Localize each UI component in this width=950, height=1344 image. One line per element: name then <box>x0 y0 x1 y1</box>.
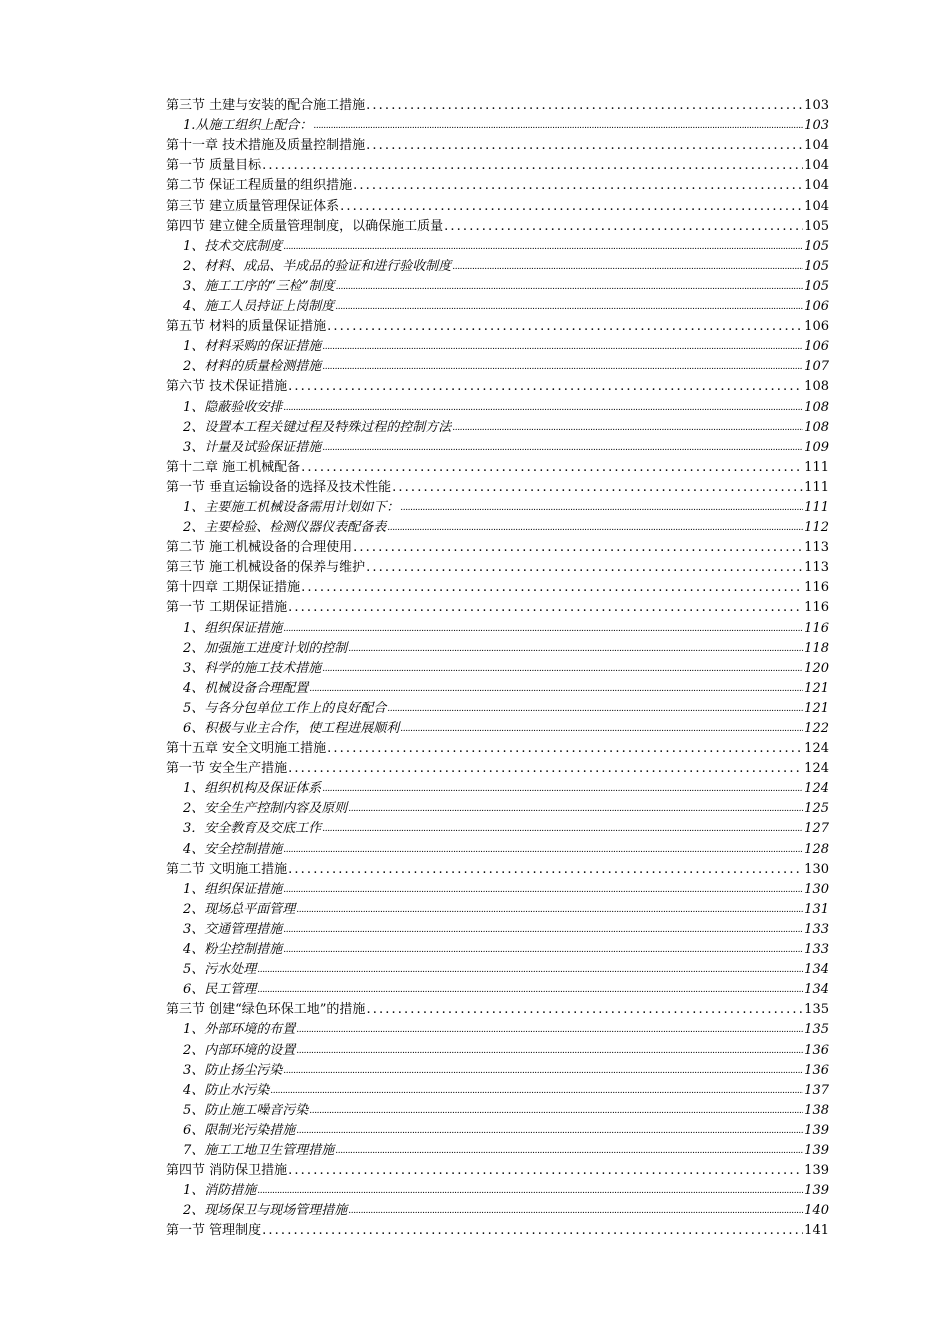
toc-entry-page-number: 121 <box>804 700 829 716</box>
dot-leader <box>348 798 803 819</box>
toc-entry-title: 第一节 垂直运输设备的选择及技术性能 <box>166 479 392 495</box>
table-of-contents <box>166 96 829 1241</box>
toc-entry-title: 第二节 施工机械设备的合理使用 <box>166 540 353 556</box>
toc-entry-title: 2、设置本工程关键过程及特殊过程的控制方法 <box>183 419 452 435</box>
toc-subentry[interactable] <box>166 1040 829 1060</box>
toc-entry-page-number: 133 <box>804 921 829 937</box>
toc-entry-title: 第三节 施工机械设备的保养与维护 <box>166 560 366 576</box>
toc-entry-title: 2、材料的质量检测措施 <box>183 359 322 375</box>
toc-entry-page-number: 105 <box>804 238 829 254</box>
dot-leader <box>327 739 803 759</box>
dot-leader <box>301 578 803 598</box>
toc-subentry[interactable] <box>166 1201 829 1221</box>
toc-entry-title: 1、消防措施 <box>183 1183 257 1199</box>
toc-entry-page-number: 109 <box>804 439 829 455</box>
toc-entry-title: 第一节 安全生产措施 <box>166 761 288 777</box>
toc-entry-page-number: 124 <box>804 761 829 777</box>
toc-entry-page-number: 120 <box>804 660 829 676</box>
toc-entry-page-number: 113 <box>804 540 829 556</box>
dot-leader <box>348 638 803 659</box>
toc-subentry[interactable] <box>166 980 829 1000</box>
toc-entry-title: 第四节 建立健全质量管理制度，以确保施工质量 <box>166 218 444 234</box>
toc-entry[interactable] <box>166 1221 829 1241</box>
toc-subentry[interactable] <box>166 1081 829 1101</box>
dot-leader <box>309 678 803 699</box>
dot-leader <box>400 718 803 739</box>
toc-entry-title: 1、外部环境的布置 <box>183 1022 296 1038</box>
dot-leader <box>283 236 803 257</box>
dot-leader <box>322 336 803 357</box>
toc-entry-title: 2、安全生产控制内容及原则 <box>183 801 348 817</box>
toc-subentry[interactable] <box>166 1101 829 1121</box>
dot-leader <box>283 1060 803 1081</box>
toc-entry-page-number: 108 <box>804 379 829 395</box>
toc-entry-title: 第三节 创建“绿色环保工地”的措施 <box>166 1002 366 1018</box>
dot-leader <box>288 598 803 618</box>
toc-entry-page-number: 124 <box>804 781 829 797</box>
toc-subentry[interactable] <box>166 1141 829 1161</box>
dot-leader <box>283 879 803 900</box>
dot-leader <box>257 1180 803 1201</box>
toc-entry-title: 3、科学的施工技术措施 <box>183 660 322 676</box>
toc-entry-title: 1、组织保证措施 <box>183 881 283 897</box>
toc-entry[interactable] <box>166 860 829 880</box>
toc-subentry[interactable] <box>166 397 829 417</box>
toc-entry-title: 2、内部环境的设置 <box>183 1042 296 1058</box>
toc-subentry[interactable] <box>166 618 829 638</box>
toc-subentry[interactable] <box>166 920 829 940</box>
dot-leader <box>452 256 803 277</box>
toc-entry-page-number: 104 <box>804 178 829 194</box>
toc-entry[interactable] <box>166 598 829 618</box>
dot-leader <box>392 478 803 498</box>
toc-entry-page-number: 131 <box>804 901 829 917</box>
toc-subentry[interactable] <box>166 719 829 739</box>
toc-entry-title: 1.从施工组织上配合： <box>183 118 313 134</box>
toc-subentry[interactable] <box>166 518 829 538</box>
toc-entry-title: 4、施工人员持证上岗制度 <box>183 299 335 315</box>
dot-leader <box>366 558 803 578</box>
dot-leader <box>340 197 803 217</box>
toc-entry-page-number: 139 <box>804 1183 829 1199</box>
toc-subentry[interactable] <box>166 257 829 277</box>
toc-entry-title: 2、现场保卫与现场管理措施 <box>183 1203 348 1219</box>
dot-leader <box>257 979 803 1000</box>
toc-entry-page-number: 128 <box>804 841 829 857</box>
toc-entry-title: 1、组织保证措施 <box>183 620 283 636</box>
toc-entry[interactable] <box>166 458 829 478</box>
toc-entry[interactable] <box>166 377 829 397</box>
toc-entry-page-number: 135 <box>804 1002 829 1018</box>
toc-entry[interactable] <box>166 478 829 498</box>
toc-entry-page-number: 116 <box>804 620 829 636</box>
dot-leader <box>322 658 803 679</box>
toc-entry-page-number: 127 <box>804 821 829 837</box>
toc-entry-title: 第二节 文明施工措施 <box>166 861 288 877</box>
toc-entry-page-number: 138 <box>804 1102 829 1118</box>
toc-entry-title: 7、施工工地卫生管理措施 <box>183 1142 335 1158</box>
toc-entry-page-number: 105 <box>804 218 829 234</box>
toc-subentry[interactable] <box>166 1181 829 1201</box>
toc-entry-title: 第五节 材料的质量保证措施 <box>166 319 327 335</box>
dot-leader <box>366 96 803 116</box>
toc-entry-page-number: 105 <box>804 278 829 294</box>
dot-leader <box>322 437 803 458</box>
toc-entry-title: 第三节 建立质量管理保证体系 <box>166 198 340 214</box>
toc-subentry[interactable] <box>166 1121 829 1141</box>
dot-leader <box>366 136 803 156</box>
toc-entry[interactable] <box>166 578 829 598</box>
toc-entry[interactable] <box>166 317 829 337</box>
toc-entry-page-number: 113 <box>804 560 829 576</box>
toc-entry-title: 第三节 土建与安装的配合施工措施 <box>166 98 366 114</box>
toc-entry-page-number: 108 <box>804 419 829 435</box>
toc-subentry[interactable] <box>166 297 829 317</box>
toc-entry-page-number: 122 <box>804 721 829 736</box>
toc-entry-page-number: 130 <box>804 861 829 877</box>
toc-subentry[interactable] <box>166 779 829 799</box>
toc-subentry[interactable] <box>166 498 829 518</box>
dot-leader <box>313 115 803 136</box>
toc-entry-title: 3、防止扬尘污染 <box>183 1062 283 1078</box>
toc-subentry[interactable] <box>166 819 829 839</box>
dot-leader <box>335 296 803 317</box>
toc-entry-page-number: 136 <box>804 1062 829 1078</box>
dot-leader <box>322 818 803 839</box>
toc-entry-title: 6、民工管理 <box>183 982 257 998</box>
toc-entry-page-number: 125 <box>804 801 829 817</box>
dot-leader <box>262 156 803 176</box>
toc-entry-title: 5、与各分包单位工作上的良好配合 <box>183 700 387 716</box>
toc-entry-page-number: 139 <box>804 1142 829 1158</box>
toc-entry-page-number: 124 <box>804 741 829 757</box>
toc-subentry[interactable] <box>166 839 829 859</box>
toc-entry[interactable] <box>166 558 829 578</box>
toc-entry-page-number: 111 <box>804 479 829 495</box>
toc-subentry[interactable] <box>166 1061 829 1081</box>
dot-leader <box>327 317 803 337</box>
toc-entry-title: 第十二章 施工机械配备 <box>166 459 301 475</box>
dot-leader <box>288 377 803 397</box>
toc-entry-title: 4、防止水污染 <box>183 1082 270 1098</box>
toc-entry[interactable] <box>166 156 829 176</box>
toc-entry[interactable] <box>166 1000 829 1020</box>
toc-subentry[interactable] <box>166 418 829 438</box>
toc-entry[interactable] <box>166 1161 829 1181</box>
toc-entry-title: 第十一章 技术措施及质量控制措施 <box>166 138 366 154</box>
toc-entry-page-number: 134 <box>804 962 829 978</box>
toc-entry[interactable] <box>166 96 829 116</box>
toc-entry-page-number: 116 <box>804 580 829 596</box>
toc-entry-page-number: 106 <box>804 339 829 355</box>
toc-entry-page-number: 104 <box>804 138 829 154</box>
toc-entry-page-number: 139 <box>804 1163 829 1179</box>
toc-entry-title: 5、防止施工噪音污染 <box>183 1102 309 1118</box>
dot-leader <box>400 497 803 518</box>
dot-leader <box>348 1200 803 1221</box>
toc-entry-page-number: 108 <box>804 399 829 415</box>
toc-entry[interactable] <box>166 739 829 759</box>
dot-leader <box>387 698 803 719</box>
toc-subentry[interactable] <box>166 940 829 960</box>
toc-entry-page-number: 140 <box>804 1203 829 1219</box>
toc-entry-page-number: 107 <box>804 359 829 375</box>
dot-leader <box>387 517 803 538</box>
toc-entry-title: 3、施工工序的“三检”制度 <box>183 278 335 294</box>
dot-leader <box>283 397 803 418</box>
toc-entry-page-number: 106 <box>804 299 829 315</box>
dot-leader <box>270 1080 803 1101</box>
toc-entry-page-number: 139 <box>804 1122 829 1138</box>
dot-leader <box>301 458 803 478</box>
toc-entry-page-number: 141 <box>804 1223 829 1239</box>
dot-leader <box>336 276 804 297</box>
toc-entry-title: 第六节 技术保证措施 <box>166 379 288 395</box>
toc-subentry[interactable] <box>166 699 829 719</box>
toc-entry-page-number: 134 <box>804 982 829 998</box>
toc-entry-title: 第一节 工期保证措施 <box>166 600 288 616</box>
toc-entry-page-number: 105 <box>804 258 829 274</box>
toc-entry-page-number: 111 <box>804 499 829 515</box>
toc-entry-page-number: 106 <box>804 319 829 335</box>
dot-leader <box>296 899 803 920</box>
toc-entry-page-number: 118 <box>804 640 829 656</box>
toc-entry-page-number: 137 <box>804 1082 829 1098</box>
toc-entry-title: 1、隐蔽验收安排 <box>183 399 283 415</box>
toc-entry-page-number: 112 <box>804 520 829 536</box>
toc-subentry[interactable] <box>166 900 829 920</box>
toc-entry-title: 4、机械设备合理配置 <box>183 680 309 696</box>
dot-leader <box>353 538 803 558</box>
toc-subentry[interactable] <box>166 337 829 357</box>
toc-entry-title: 2、加强施工进度计划的控制 <box>183 640 348 656</box>
dot-leader <box>283 839 803 860</box>
toc-entry-title: 3．安全教育及交底工作 <box>183 821 322 837</box>
toc-subentry[interactable] <box>166 960 829 980</box>
toc-subentry[interactable] <box>166 679 829 699</box>
toc-entry-title: 4、粉尘控制措施 <box>183 942 283 958</box>
toc-subentry[interactable] <box>166 116 829 136</box>
toc-entry-title: 3、交通管理措施 <box>183 921 283 937</box>
toc-entry[interactable] <box>166 176 829 196</box>
toc-subentry[interactable] <box>166 277 829 297</box>
dot-leader <box>288 860 803 880</box>
toc-entry-title: 6、积极与业主合作，使工程进展顺利 <box>183 721 400 736</box>
toc-entry-title: 第十五章 安全文明施工措施 <box>166 741 327 757</box>
dot-leader <box>322 778 803 799</box>
toc-entry-page-number: 116 <box>804 600 829 616</box>
toc-entry-page-number: 104 <box>804 158 829 174</box>
toc-subentry[interactable] <box>166 639 829 659</box>
toc-subentry[interactable] <box>166 799 829 819</box>
toc-entry-title: 4、安全控制措施 <box>183 841 283 857</box>
toc-subentry[interactable] <box>166 438 829 458</box>
toc-entry-title: 1、组织机构及保证体系 <box>183 781 322 797</box>
dot-leader <box>283 939 803 960</box>
toc-entry[interactable] <box>166 538 829 558</box>
dot-leader <box>288 1161 803 1181</box>
toc-subentry[interactable] <box>166 659 829 679</box>
dot-leader <box>452 417 803 438</box>
toc-entry-title: 第一节 质量目标 <box>166 158 262 174</box>
dot-leader <box>296 1120 803 1141</box>
dot-leader <box>283 618 803 639</box>
toc-subentry[interactable] <box>166 880 829 900</box>
toc-entry-title: 第四节 消防保卫措施 <box>166 1163 288 1179</box>
toc-entry[interactable] <box>166 217 829 237</box>
dot-leader <box>257 959 803 980</box>
dot-leader <box>353 176 803 196</box>
toc-subentry[interactable] <box>166 237 829 257</box>
dot-leader <box>322 356 803 377</box>
toc-entry-page-number: 133 <box>804 942 829 958</box>
toc-subentry[interactable] <box>166 357 829 377</box>
toc-entry-title: 1、技术交底制度 <box>183 238 283 254</box>
toc-entry-title: 3、计量及试验保证措施 <box>183 439 322 455</box>
toc-entry-page-number: 135 <box>804 1022 829 1038</box>
toc-entry-page-number: 103 <box>804 118 829 134</box>
dot-leader <box>309 1100 803 1121</box>
toc-entry-page-number: 130 <box>804 881 829 897</box>
toc-entry[interactable] <box>166 759 829 779</box>
dot-leader <box>296 1040 803 1061</box>
dot-leader <box>335 1140 803 1161</box>
toc-entry-title: 1、材料采购的保证措施 <box>183 339 322 355</box>
toc-entry[interactable] <box>166 196 829 216</box>
toc-entry-title: 2、现场总平面管理 <box>183 901 296 917</box>
toc-entry-page-number: 111 <box>804 459 829 475</box>
toc-entry-title: 1、主要施工机械设备需用计划如下： <box>183 499 400 515</box>
toc-entry-title: 5、污水处理 <box>183 962 257 978</box>
dot-leader <box>366 1000 803 1020</box>
toc-entry[interactable] <box>166 136 829 156</box>
toc-entry-page-number: 121 <box>804 680 829 696</box>
dot-leader <box>288 759 803 779</box>
toc-entry-title: 第二节 保证工程质量的组织措施 <box>166 178 353 194</box>
toc-entry-page-number: 136 <box>804 1042 829 1058</box>
toc-entry-title: 2、材料、成品、半成品的验证和进行验收制度 <box>183 258 452 274</box>
toc-entry-page-number: 103 <box>804 98 829 114</box>
dot-leader <box>262 1221 803 1241</box>
toc-entry-title: 2、主要检验、检测仪器仪表配备表 <box>183 520 387 536</box>
dot-leader <box>296 1019 803 1040</box>
toc-entry-title: 第十四章 工期保证措施 <box>166 580 301 596</box>
toc-subentry[interactable] <box>166 1020 829 1040</box>
toc-entry-page-number: 104 <box>804 198 829 214</box>
toc-entry-title: 6、限制光污染措施 <box>183 1122 296 1138</box>
toc-entry-title: 第一节 管理制度 <box>166 1223 262 1239</box>
dot-leader <box>283 919 803 940</box>
dot-leader <box>444 217 803 237</box>
